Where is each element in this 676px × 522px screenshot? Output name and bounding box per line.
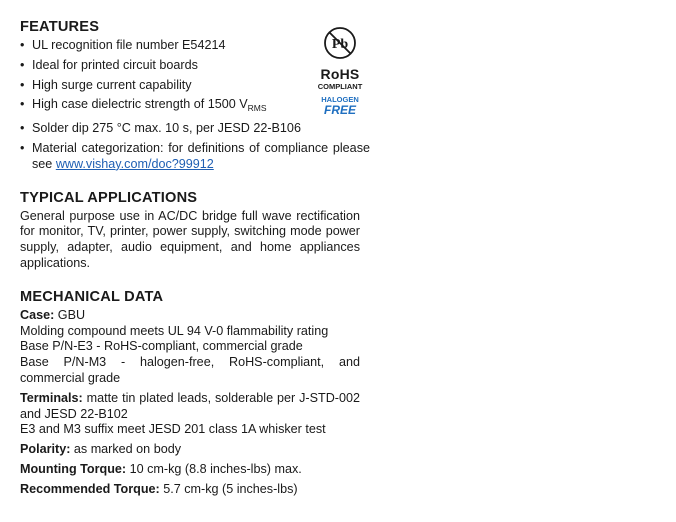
vrms-subscript: RMS: [247, 103, 267, 114]
mechanical-data-body: [20, 308, 360, 498]
compliance-link[interactable]: www.vishay.com/doc?99912: [55, 156, 214, 171]
compliant-label: COMPLIANT: [317, 82, 363, 91]
free-label: FREE: [323, 103, 356, 117]
list-item: • Material categorization: for definitions of compliance please see www.vishay.com/doc?99912: [20, 141, 370, 173]
halogen-label: HALOGEN: [321, 95, 359, 104]
list-item: • Ideal for printed circuit boards: [20, 58, 360, 74]
terminals-line: Terminals: matte tin plated leads, solderable per J-STD-002 and JESD 22-B102: [20, 390, 360, 421]
list-item: • High surge current capability: [20, 78, 360, 94]
base-e3-line: Base P/N-E3 - RoHS-compliant, commercial grade: [20, 339, 303, 354]
base-m3-line: Base P/N-M3 - halogen-free, RoHS-compliant, and commercial grade: [20, 355, 360, 385]
list-item: • Solder dip 275 °C max. 10 s, per JESD 22-B106: [20, 121, 360, 137]
molding-line: Molding compound meets UL 94 V-0 flammability rating: [20, 323, 329, 338]
rohs-badge: [312, 26, 368, 117]
features-heading: FEATURES: [20, 19, 100, 35]
datasheet-column: [20, 18, 370, 498]
list-item: • High case dielectric strength of 1500 $V_{RMS}$: [20, 97, 360, 117]
list-item: • UL recognition file number E54214: [20, 38, 360, 54]
lead-symbol-text: Pb: [331, 37, 349, 52]
typical-applications-text: General purpose use in AC/DC bridge full wave rectification for monitor, TV, printer, power supply, switching mode power supply, adapter, audio equipment, and home appliances applications.: [20, 208, 360, 270]
polarity-line: Polarity: as marked on body: [20, 442, 181, 457]
features-list: [20, 38, 370, 173]
mechanical-data-heading: MECHANICAL DATA: [20, 288, 164, 305]
rohs-label: RoHS: [320, 66, 360, 82]
mounting-torque-line: Mounting Torque: 10 cm-kg (8.8 inches-lbs) max.: [20, 461, 302, 476]
case-line: Case: GBU: [20, 307, 86, 322]
whisker-line: E3 and M3 suffix meet JESD 201 class 1A whisker test: [20, 422, 326, 437]
recommended-torque-line: Recommended Torque: 5.7 cm-kg (5 inches-lbs): [20, 481, 298, 496]
typical-applications-heading: TYPICAL APPLICATIONS: [20, 189, 198, 206]
lead-free-icon: [323, 26, 357, 60]
